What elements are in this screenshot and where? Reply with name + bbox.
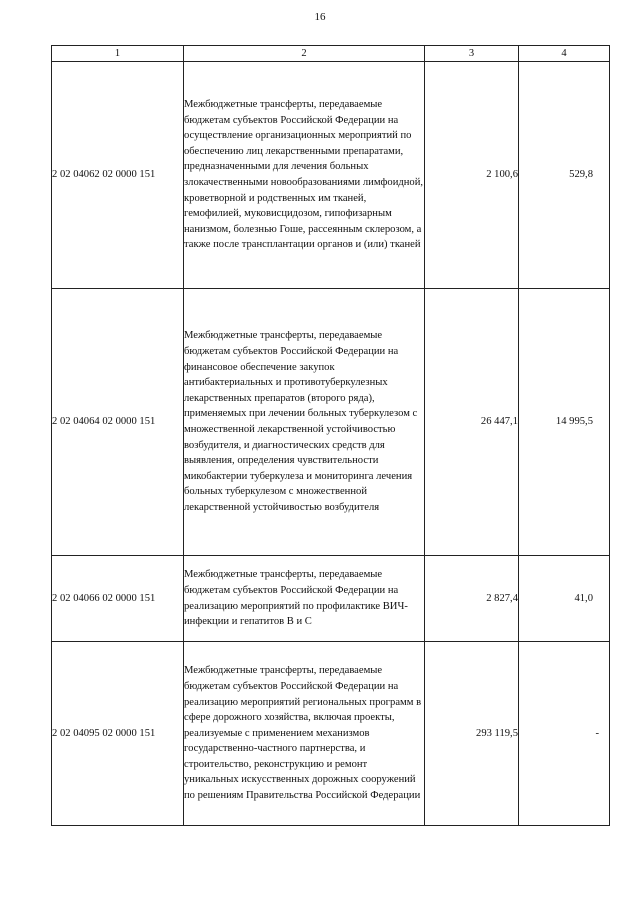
value-col4-cell: 14 995,5	[519, 289, 610, 556]
value-col3-cell: 2 100,6	[425, 62, 519, 289]
table-row	[52, 289, 610, 556]
budget-code-cell: 2 02 04066 02 0000 151	[52, 556, 184, 642]
column-header-4: 4	[519, 46, 610, 62]
value-col4-cell: -	[519, 642, 610, 826]
table-row	[52, 62, 610, 289]
description-cell: Межбюджетные трансферты, передаваемые бюджетам субъектов Российской Федерации на осуществление организационных мероприятий по обеспечению лиц лекарственными препаратами, предназначенными для лечения больных злокачественными новообразованиями лимфоидной, кроветворной и родственных им тканей, гемофилией, муковисцидозом, гипофизарным нанизмом, болезнью Гоше, рассеянным склерозом, а также после трансплантации органов и (или) тканей	[184, 62, 425, 289]
budget-code-cell: 2 02 04064 02 0000 151	[52, 289, 184, 556]
column-header-1: 1	[52, 46, 184, 62]
description-cell: Межбюджетные трансферты, передаваемые бюджетам субъектов Российской Федерации на финансовое обеспечение закупок антибактериальных и противотуберкулезных лекарственных препаратов (второго ряда), применяемых при лечении больных туберкулезом с множественной лекарственной устойчивостью возбудителя, и диагностических средств для выявления, определения чувствительности микобактерии туберкулеза и мониторинга лечения больных туберкулезом с множественной лекарственной устойчивостью возбудителя	[184, 289, 425, 556]
value-col4-cell: 41,0	[519, 556, 610, 642]
table-row	[52, 556, 610, 642]
value-col4-cell: 529,8	[519, 62, 610, 289]
column-header-3: 3	[425, 46, 519, 62]
budget-code-cell: 2 02 04095 02 0000 151	[52, 642, 184, 826]
table-header-row	[52, 46, 610, 62]
value-col3-cell: 2 827,4	[425, 556, 519, 642]
budget-table	[51, 45, 610, 826]
page-number: 16	[314, 11, 326, 23]
value-col3-cell: 26 447,1	[425, 289, 519, 556]
table-row	[52, 642, 610, 826]
column-header-2: 2	[184, 46, 425, 62]
value-col3-cell: 293 119,5	[425, 642, 519, 826]
description-cell: Межбюджетные трансферты, передаваемые бюджетам субъектов Российской Федерации на реализацию мероприятий по профилактике ВИЧ-инфекции и гепатитов В и С	[184, 556, 425, 642]
budget-code-cell: 2 02 04062 02 0000 151	[52, 62, 184, 289]
description-cell: Межбюджетные трансферты, передаваемые бюджетам субъектов Российской Федерации на реализацию мероприятий региональных программ в сфере дорожного хозяйства, включая проекты, реализуемые с применением механизмов государственно-частного партнерства, и строительство, реконструкцию и ремонт уникальных искусственных дорожных сооружений по решениям Правительства Российской Федерации	[184, 642, 425, 826]
